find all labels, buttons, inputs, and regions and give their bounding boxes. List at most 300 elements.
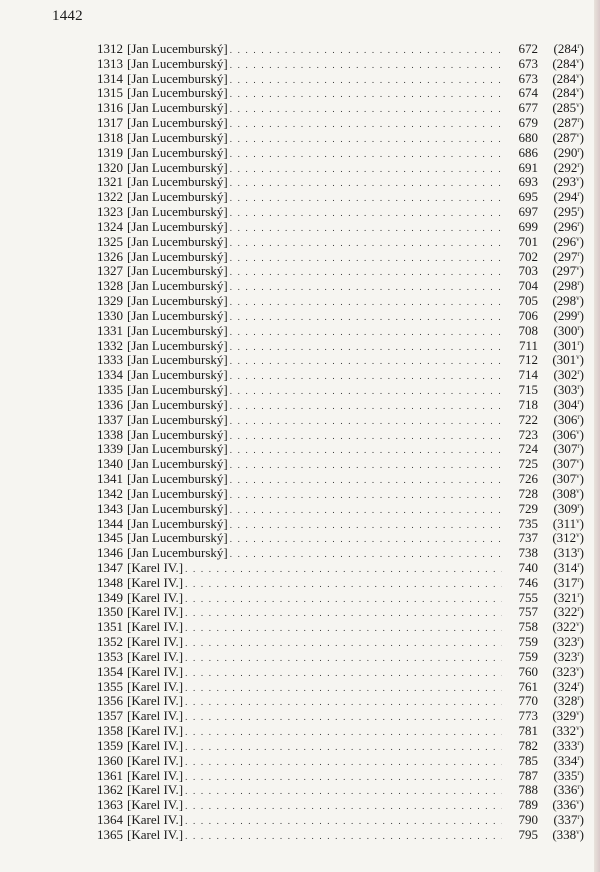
folio-side: v xyxy=(576,56,580,65)
folio-side: r xyxy=(577,768,580,777)
entry-folio: (284$^v$) xyxy=(552,55,584,71)
entry-ruler: [Jan Lucemburský] xyxy=(127,218,228,234)
leader-dots xyxy=(230,265,502,280)
entry-page: 722 xyxy=(518,411,538,427)
entry-ruler: [Jan Lucemburský] xyxy=(127,159,228,175)
folio-side: r xyxy=(577,219,580,228)
entry-page: 785 xyxy=(518,752,538,768)
entry-page: 708 xyxy=(518,322,538,338)
entry-folio: (322$^v$) xyxy=(552,619,584,635)
entry-year: 1355 xyxy=(97,678,123,694)
entry-page: 758 xyxy=(518,619,538,635)
leader-dots xyxy=(230,58,502,73)
entry-page: 735 xyxy=(518,515,538,531)
entry-ruler: [Jan Lucemburský] xyxy=(127,100,228,116)
entry-ruler: [Jan Lucemburský] xyxy=(127,144,228,160)
folio-number: 321 xyxy=(557,589,578,605)
folio-number: 317 xyxy=(557,574,578,590)
folio-number: 297 xyxy=(556,263,577,279)
entry-year: 1316 xyxy=(97,100,123,116)
entry-page: 703 xyxy=(518,263,538,279)
entry-page: 788 xyxy=(518,782,538,798)
leader-dots xyxy=(185,592,502,607)
entry-page: 715 xyxy=(518,382,538,398)
entry-year: 1354 xyxy=(97,663,123,679)
entry-year: 1323 xyxy=(97,204,123,220)
folio-side: r xyxy=(577,605,580,614)
entry-folio: (311$^v$) xyxy=(552,515,584,531)
entry-folio: (338$^v$) xyxy=(552,826,584,842)
folio-number: 312 xyxy=(556,530,577,546)
entry-folio: (300$^r$) xyxy=(553,322,584,338)
folio-side: r xyxy=(577,694,580,703)
entry-ruler: [Jan Lucemburský] xyxy=(127,248,228,264)
folio-side: v xyxy=(576,798,580,807)
leader-dots xyxy=(230,518,502,533)
leader-dots xyxy=(230,325,502,340)
folio-number: 336 xyxy=(556,797,577,813)
folio-side: r xyxy=(577,783,580,792)
entry-folio: (333$^r$) xyxy=(553,737,584,753)
entry-ruler: [Jan Lucemburský] xyxy=(127,189,228,205)
folio-number: 293 xyxy=(556,174,577,190)
folio-number: 296 xyxy=(557,218,578,234)
folio-side: r xyxy=(577,116,580,125)
folio-side: r xyxy=(577,279,580,288)
leader-dots xyxy=(230,191,502,206)
folio-side: v xyxy=(576,472,580,481)
leader-dots xyxy=(230,295,502,310)
folio-number: 314 xyxy=(557,559,578,575)
folio-number: 285 xyxy=(556,100,577,116)
entry-page: 705 xyxy=(518,293,538,309)
entry-page: 789 xyxy=(518,797,538,813)
folio-number: 335 xyxy=(557,767,578,783)
leader-dots xyxy=(230,117,502,132)
folio-side: r xyxy=(577,42,580,50)
folio-side: r xyxy=(577,575,580,584)
leader-dots xyxy=(230,236,502,251)
leader-dots xyxy=(230,458,502,473)
folio-number: 284 xyxy=(557,41,578,56)
entry-ruler: [Jan Lucemburský] xyxy=(127,500,228,516)
entry-page: 686 xyxy=(518,144,538,160)
folio-side: r xyxy=(577,368,580,377)
folio-side: r xyxy=(577,442,580,451)
entry-folio: (314$^r$) xyxy=(553,559,584,575)
entry-folio: (298$^v$) xyxy=(552,293,584,309)
folio-side: r xyxy=(577,249,580,258)
entry-folio: (323$^r$) xyxy=(553,634,584,650)
leader-dots xyxy=(230,310,502,325)
folio-number: 303 xyxy=(557,382,578,398)
entry-folio: (306$^r$) xyxy=(553,411,584,427)
entry-year: 1351 xyxy=(97,619,123,635)
entry-folio: (322$^r$) xyxy=(553,604,584,620)
entry-ruler: [Jan Lucemburský] xyxy=(127,411,228,427)
folio-side: v xyxy=(576,516,580,525)
entry-page: 701 xyxy=(518,233,538,249)
leader-dots xyxy=(230,221,502,236)
entry-year: 1346 xyxy=(97,545,123,561)
entry-year: 1348 xyxy=(97,574,123,590)
entry-ruler: [Karel IV.] xyxy=(127,619,184,635)
entry-ruler: [Jan Lucemburský] xyxy=(127,41,228,56)
entry-folio: (317$^r$) xyxy=(553,574,584,590)
leader-dots xyxy=(230,251,502,266)
folio-side: r xyxy=(577,753,580,762)
leader-dots xyxy=(230,340,502,355)
folio-side: v xyxy=(576,709,580,718)
entry-folio: (297$^v$) xyxy=(552,263,584,279)
entry-ruler: [Jan Lucemburský] xyxy=(127,85,228,101)
leader-dots xyxy=(230,473,502,488)
folio-side: v xyxy=(576,457,580,466)
entry-folio: (287$^r$) xyxy=(553,115,584,131)
leader-dots xyxy=(185,814,502,829)
leader-dots xyxy=(230,503,502,518)
folio-side: r xyxy=(577,338,580,347)
entry-folio: (312$^v$) xyxy=(552,530,584,546)
folio-side: r xyxy=(577,560,580,569)
folio-number: 287 xyxy=(556,129,577,145)
entry-ruler: [Jan Lucemburský] xyxy=(127,382,228,398)
entry-folio: (292$^r$) xyxy=(553,159,584,175)
entry-ruler: [Karel IV.] xyxy=(127,723,184,739)
entry-folio: (296$^v$) xyxy=(552,233,584,249)
entry-year: 1321 xyxy=(97,174,123,190)
entry-year: 1322 xyxy=(97,189,123,205)
folio-side: v xyxy=(576,620,580,629)
entry-page: 704 xyxy=(518,278,538,294)
folio-number: 298 xyxy=(556,293,577,309)
entry-year: 1336 xyxy=(97,396,123,412)
folio-side: r xyxy=(577,649,580,658)
entry-folio: (306$^v$) xyxy=(552,426,584,442)
entry-folio: (295$^r$) xyxy=(553,204,584,220)
entry-page: 706 xyxy=(518,307,538,323)
leader-dots xyxy=(230,132,502,147)
folio-side: r xyxy=(577,501,580,510)
entry-ruler: [Jan Lucemburský] xyxy=(127,204,228,220)
folio-number: 309 xyxy=(557,500,578,516)
leader-dots xyxy=(230,532,502,547)
entry-year: 1329 xyxy=(97,293,123,309)
entry-folio: (294$^r$) xyxy=(553,189,584,205)
leader-dots xyxy=(230,73,502,88)
leader-dots xyxy=(185,829,502,844)
leader-dots xyxy=(185,725,502,740)
entry-page: 729 xyxy=(518,500,538,516)
entry-page: 702 xyxy=(518,248,538,264)
entry-page: 770 xyxy=(518,693,538,709)
entry-year: 1358 xyxy=(97,723,123,739)
table-of-contents xyxy=(82,39,584,840)
entry-ruler: [Jan Lucemburský] xyxy=(127,307,228,323)
entry-page: 712 xyxy=(518,352,538,368)
folio-number: 296 xyxy=(556,233,577,249)
entry-ruler: [Jan Lucemburský] xyxy=(127,174,228,190)
folio-side: v xyxy=(576,101,580,110)
entry-ruler: [Jan Lucemburský] xyxy=(127,129,228,145)
folio-side: r xyxy=(577,160,580,169)
entry-year: 1350 xyxy=(97,604,123,620)
entry-page: 728 xyxy=(518,485,538,501)
leader-dots xyxy=(185,770,502,785)
entry-year: 1364 xyxy=(97,812,123,828)
entry-page: 693 xyxy=(518,174,538,190)
entry-page: 757 xyxy=(518,604,538,620)
folio-side: r xyxy=(577,813,580,822)
entry-year: 1313 xyxy=(97,55,123,71)
entry-ruler: [Karel IV.] xyxy=(127,663,184,679)
entry-page: 718 xyxy=(518,396,538,412)
folio-side: r xyxy=(577,190,580,199)
leader-dots xyxy=(230,414,502,429)
entry-folio: (285$^v$) xyxy=(552,100,584,116)
entry-year: 1314 xyxy=(97,70,123,86)
entry-folio: (328$^r$) xyxy=(553,693,584,709)
folio-number: 334 xyxy=(557,752,578,768)
entry-folio: (307$^v$) xyxy=(552,456,584,472)
entry-folio: (309$^r$) xyxy=(553,500,584,516)
entry-year: 1333 xyxy=(97,352,123,368)
folio-number: 302 xyxy=(557,367,578,383)
entry-page: 787 xyxy=(518,767,538,783)
entry-page: 711 xyxy=(518,337,538,353)
entry-folio: (321$^r$) xyxy=(553,589,584,605)
entry-year: 1365 xyxy=(97,826,123,842)
entry-ruler: [Jan Lucemburský] xyxy=(127,55,228,71)
folio-number: 329 xyxy=(556,708,577,724)
entry-page: 725 xyxy=(518,456,538,472)
leader-dots xyxy=(230,43,502,58)
folio-number: 336 xyxy=(557,782,578,798)
folio-number: 284 xyxy=(556,85,577,101)
entry-year: 1345 xyxy=(97,530,123,546)
entry-year: 1359 xyxy=(97,737,123,753)
leader-dots xyxy=(185,755,502,770)
entry-year: 1326 xyxy=(97,248,123,264)
entry-year: 1319 xyxy=(97,144,123,160)
folio-number: 306 xyxy=(557,411,578,427)
folio-number: 337 xyxy=(557,812,578,828)
leader-dots xyxy=(185,621,502,636)
folio-side: v xyxy=(576,664,580,673)
entry-year: 1315 xyxy=(97,85,123,101)
folio-number: 287 xyxy=(557,115,578,131)
folio-side: r xyxy=(577,635,580,644)
entry-year: 1339 xyxy=(97,441,123,457)
folio-side: v xyxy=(576,531,580,540)
entry-folio: (303$^r$) xyxy=(553,382,584,398)
folio-number: 333 xyxy=(557,737,578,753)
entry-year: 1332 xyxy=(97,337,123,353)
folio-side: r xyxy=(577,546,580,555)
entry-page: 680 xyxy=(518,129,538,145)
entry-ruler: [Jan Lucemburský] xyxy=(127,337,228,353)
entry-page: 695 xyxy=(518,189,538,205)
entry-page: 773 xyxy=(518,708,538,724)
folio-number: 301 xyxy=(556,352,577,368)
entry-year: 1330 xyxy=(97,307,123,323)
entry-folio: (302$^r$) xyxy=(553,367,584,383)
entry-folio: (287$^v$) xyxy=(552,129,584,145)
leader-dots xyxy=(230,280,502,295)
leader-dots xyxy=(230,147,502,162)
entry-ruler: [Karel IV.] xyxy=(127,604,184,620)
folio-number: 307 xyxy=(557,441,578,457)
entry-ruler: [Jan Lucemburský] xyxy=(127,278,228,294)
entry-ruler: [Jan Lucemburský] xyxy=(127,441,228,457)
entry-ruler: [Jan Lucemburský] xyxy=(127,426,228,442)
entry-ruler: [Karel IV.] xyxy=(127,737,184,753)
folio-number: 323 xyxy=(557,634,578,650)
leader-dots xyxy=(185,695,502,710)
folio-side: r xyxy=(577,383,580,392)
folio-side: r xyxy=(577,308,580,317)
entry-ruler: [Karel IV.] xyxy=(127,589,184,605)
entry-page: 746 xyxy=(518,574,538,590)
folio-number: 311 xyxy=(557,515,577,531)
entry-ruler: [Jan Lucemburský] xyxy=(127,515,228,531)
entry-ruler: [Jan Lucemburský] xyxy=(127,471,228,487)
entry-folio: (284$^v$) xyxy=(552,85,584,101)
entry-ruler: [Karel IV.] xyxy=(127,634,184,650)
entry-folio: (335$^r$) xyxy=(553,767,584,783)
entry-year: 1340 xyxy=(97,456,123,472)
entry-folio: (301$^v$) xyxy=(552,352,584,368)
entry-ruler: [Jan Lucemburský] xyxy=(127,485,228,501)
entry-folio: (301$^r$) xyxy=(553,337,584,353)
entry-ruler: [Jan Lucemburský] xyxy=(127,322,228,338)
page-number: 1442 xyxy=(52,8,83,24)
entry-ruler: [Karel IV.] xyxy=(127,752,184,768)
leader-dots xyxy=(230,206,502,221)
folio-number: 290 xyxy=(557,144,578,160)
leader-dots xyxy=(185,799,502,814)
entry-folio: (332$^v$) xyxy=(552,723,584,739)
entry-folio: (336$^r$) xyxy=(553,782,584,798)
entry-year: 1352 xyxy=(97,634,123,650)
folio-side: v xyxy=(576,71,580,80)
entry-folio: (284$^r$) xyxy=(553,41,584,56)
folio-number: 338 xyxy=(556,826,577,842)
folio-side: r xyxy=(577,679,580,688)
entry-year: 1357 xyxy=(97,708,123,724)
folio-side: v xyxy=(576,427,580,436)
entry-page: 677 xyxy=(518,100,538,116)
folio-side: v xyxy=(576,130,580,139)
folio-side: r xyxy=(577,590,580,599)
folio-number: 284 xyxy=(556,55,577,71)
folio-side: v xyxy=(576,353,580,362)
entry-folio: (329$^v$) xyxy=(552,708,584,724)
entry-year: 1343 xyxy=(97,500,123,516)
entry-folio: (298$^r$) xyxy=(553,278,584,294)
folio-side: v xyxy=(576,264,580,273)
entry-folio: (336$^v$) xyxy=(552,797,584,813)
entry-folio: (304$^r$) xyxy=(553,396,584,412)
entry-year: 1341 xyxy=(97,471,123,487)
leader-dots xyxy=(230,488,502,503)
entry-year: 1356 xyxy=(97,693,123,709)
folio-number: 323 xyxy=(556,663,577,679)
entry-folio: (337$^r$) xyxy=(553,812,584,828)
leader-dots xyxy=(185,681,502,696)
leader-dots xyxy=(230,354,502,369)
entry-year: 1353 xyxy=(97,648,123,664)
entry-page: 781 xyxy=(518,723,538,739)
folio-number: 322 xyxy=(557,604,578,620)
entry-ruler: [Karel IV.] xyxy=(127,826,184,842)
entry-folio: (323$^r$) xyxy=(553,648,584,664)
entry-year: 1325 xyxy=(97,233,123,249)
folio-side: v xyxy=(576,486,580,495)
entry-ruler: [Jan Lucemburský] xyxy=(127,115,228,131)
entry-page: 679 xyxy=(518,115,538,131)
folio-side: r xyxy=(577,145,580,154)
entry-page: 761 xyxy=(518,678,538,694)
entry-year: 1331 xyxy=(97,322,123,338)
folio-number: 304 xyxy=(557,396,578,412)
leader-dots xyxy=(230,102,502,117)
entry-year: 1324 xyxy=(97,218,123,234)
folio-side: v xyxy=(576,294,580,303)
entry-ruler: [Jan Lucemburský] xyxy=(127,545,228,561)
entry-folio: (297$^r$) xyxy=(553,248,584,264)
folio-number: 307 xyxy=(556,456,577,472)
entry-year: 1335 xyxy=(97,382,123,398)
entry-ruler: [Jan Lucemburský] xyxy=(127,367,228,383)
entry-ruler: [Jan Lucemburský] xyxy=(127,530,228,546)
entry-year: 1363 xyxy=(97,797,123,813)
folio-number: 313 xyxy=(557,545,578,561)
leader-dots xyxy=(185,577,502,592)
entry-page: 673 xyxy=(518,70,538,86)
entry-ruler: [Karel IV.] xyxy=(127,782,184,798)
entry-folio: (324$^r$) xyxy=(553,678,584,694)
entry-page: 672 xyxy=(518,41,538,56)
entry-page: 697 xyxy=(518,204,538,220)
entry-page: 723 xyxy=(518,426,538,442)
folio-number: 324 xyxy=(557,678,578,694)
leader-dots xyxy=(185,666,502,681)
folio-number: 284 xyxy=(556,70,577,86)
entry-page: 674 xyxy=(518,85,538,101)
entry-ruler: [Karel IV.] xyxy=(127,767,184,783)
entry-folio: (323$^v$) xyxy=(552,663,584,679)
entry-ruler: [Jan Lucemburský] xyxy=(127,396,228,412)
entry-ruler: [Karel IV.] xyxy=(127,812,184,828)
entry-page: 759 xyxy=(518,648,538,664)
entry-ruler: [Jan Lucemburský] xyxy=(127,293,228,309)
entry-page: 760 xyxy=(518,663,538,679)
entry-folio: (334$^r$) xyxy=(553,752,584,768)
folio-side: v xyxy=(576,86,580,95)
folio-number: 332 xyxy=(556,723,577,739)
entry-folio: (299$^r$) xyxy=(553,307,584,323)
leader-dots xyxy=(230,162,502,177)
leader-dots xyxy=(185,784,502,799)
leader-dots xyxy=(185,636,502,651)
entry-page: 737 xyxy=(518,530,538,546)
entry-ruler: [Karel IV.] xyxy=(127,574,184,590)
entry-page: 738 xyxy=(518,545,538,561)
folio-side: v xyxy=(576,827,580,836)
entry-ruler: [Karel IV.] xyxy=(127,797,184,813)
leader-dots xyxy=(185,606,502,621)
